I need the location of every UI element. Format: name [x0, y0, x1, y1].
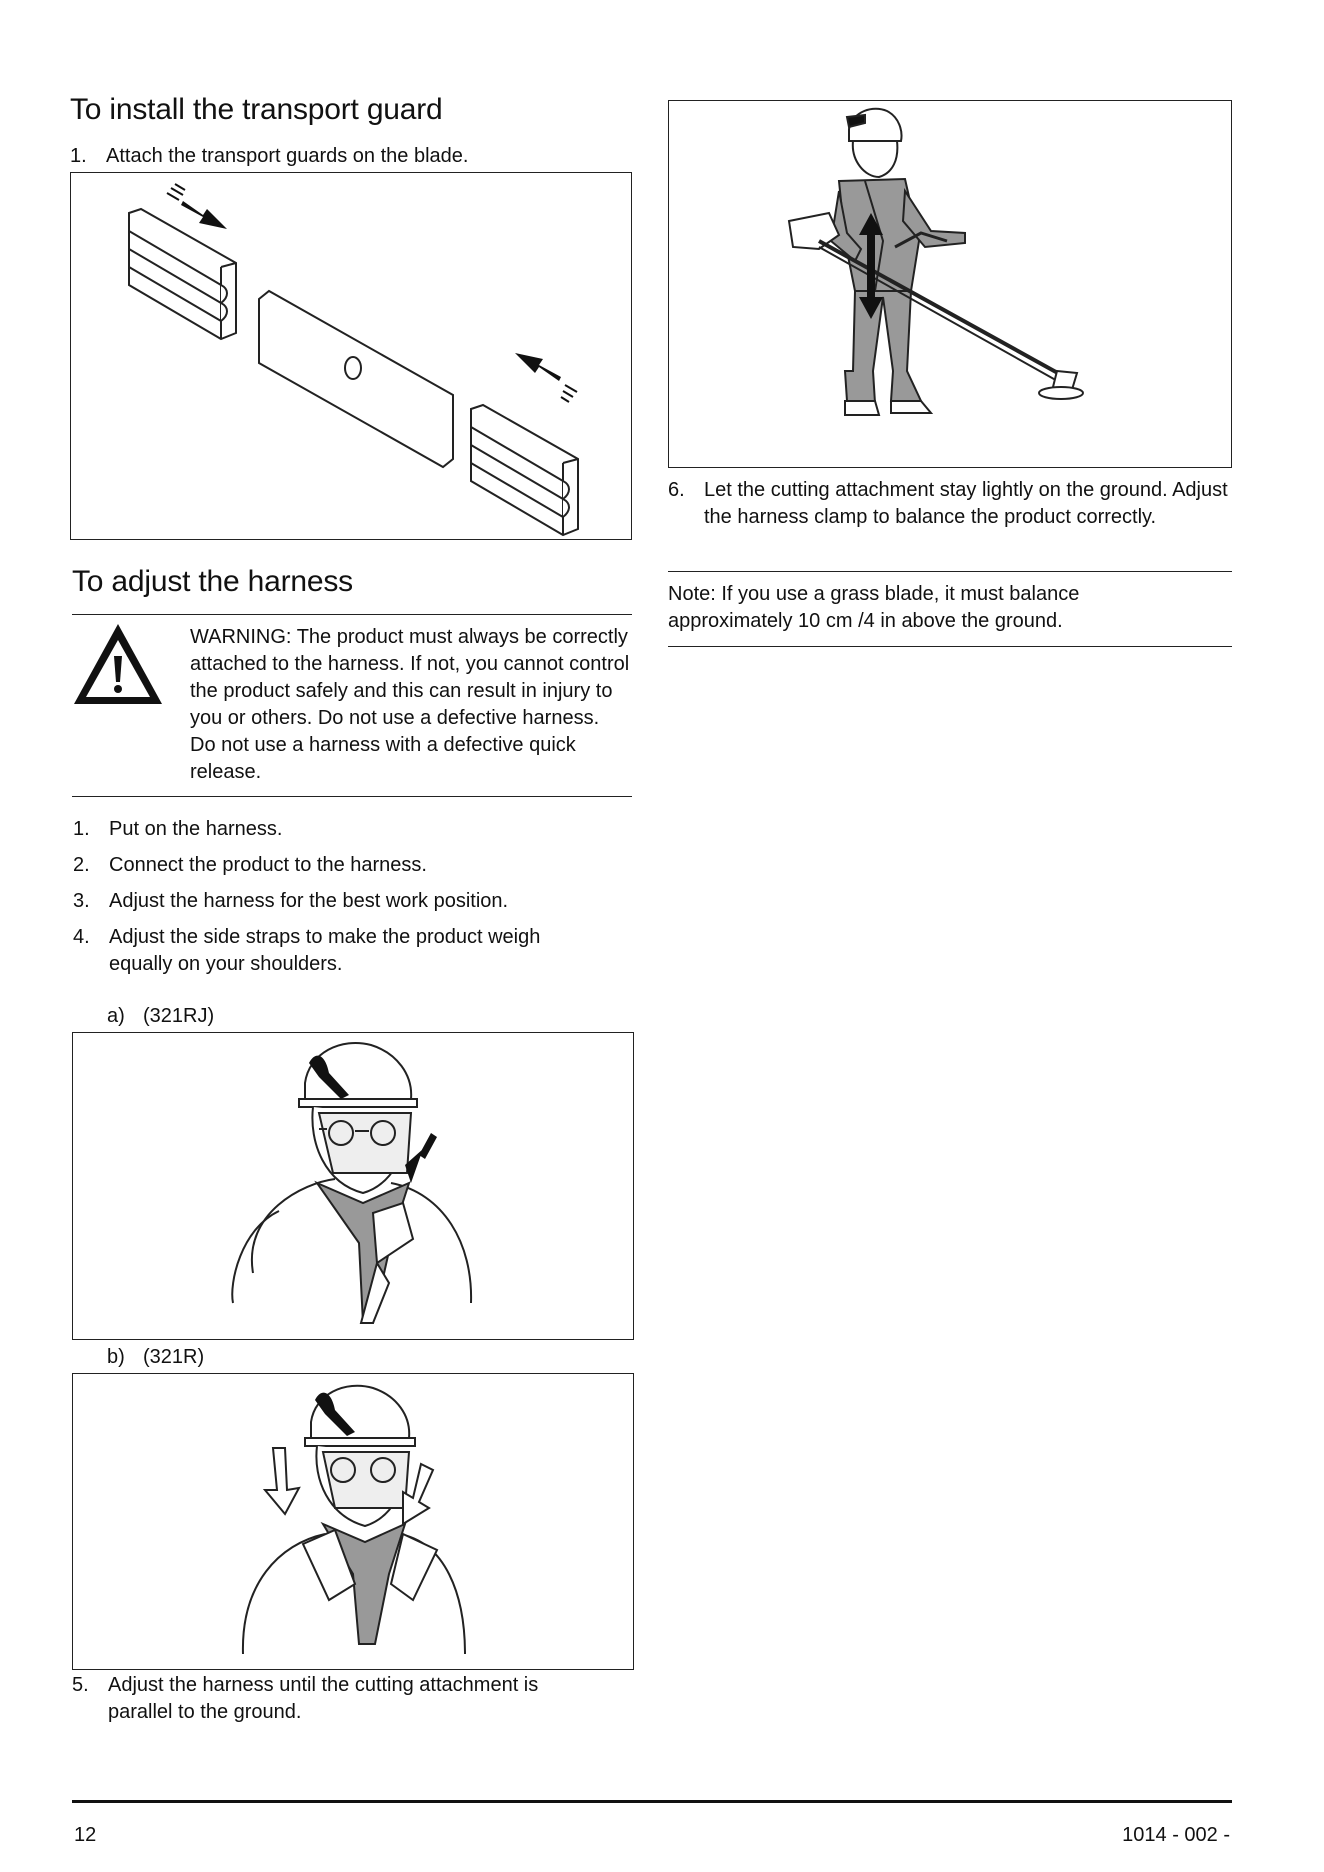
step-text: Put on the harness. — [109, 818, 283, 840]
transport-step-1 — [70, 143, 630, 170]
figure-harness-321r — [72, 1373, 634, 1670]
sub-item-a — [107, 1003, 307, 1030]
step-number: 3. — [73, 890, 90, 912]
note-text: If you use a grass blade, it must balance approximately 10 cm /4 in above the ground. — [668, 583, 1080, 632]
section-heading-harness: To adjust the harness — [72, 565, 353, 598]
warning-triangle-icon — [72, 620, 160, 708]
warning-text: The product must always be correctly attached to the harness. If not, you cannot control the product safely and this can result in injury to you or others. Do not use a defective harness. Do not use a harness with a defective quick release. — [190, 626, 630, 783]
step-number: 1. — [70, 145, 87, 167]
document-code: 1014 - 002 - — [1122, 1824, 1230, 1846]
note-bottom-rule — [668, 646, 1232, 647]
warning-label: WARNING: — [190, 626, 292, 648]
step-number: 6. — [668, 479, 685, 501]
section-heading-transport-guard: To install the transport guard — [70, 93, 443, 126]
warning-top-rule — [72, 614, 632, 615]
step-text: Adjust the side straps to make the product weigh equally on your shoulders. — [109, 926, 541, 975]
harness-321rj-illustration — [73, 1033, 633, 1339]
page-number: 12 — [74, 1824, 97, 1846]
footer-rule — [72, 1800, 1232, 1803]
transport-guard-illustration — [71, 173, 631, 539]
harness-321r-illustration — [73, 1374, 633, 1669]
figure-harness-321rj — [72, 1032, 634, 1340]
warning-bottom-rule — [72, 796, 632, 797]
figure-balance-product — [668, 100, 1232, 468]
step-number: 4. — [73, 926, 90, 948]
sub-item-b — [107, 1344, 307, 1371]
sub-item-label: b) — [107, 1346, 125, 1368]
step-number: 5. — [72, 1674, 89, 1696]
warning-block — [190, 624, 630, 786]
note-block — [668, 581, 1148, 635]
step-text: Adjust the harness for the best work position. — [109, 890, 509, 912]
step-text: Let the cutting attachment stay lightly on the ground. Adjust the harness clamp to balance the product correctly. — [704, 479, 1228, 528]
step-number: 1. — [73, 818, 90, 840]
note-top-rule — [668, 571, 1232, 572]
step-text: Adjust the harness until the cutting attachment is parallel to the ground. — [108, 1674, 539, 1723]
step-text: Connect the product to the harness. — [109, 854, 427, 876]
step-number: 2. — [73, 854, 90, 876]
sub-item-text: (321RJ) — [143, 1005, 215, 1027]
sub-item-text: (321R) — [143, 1346, 205, 1368]
operator-trimmer-illustration — [669, 101, 1231, 467]
step-text: Attach the transport guards on the blade. — [106, 145, 469, 167]
figure-transport-guard — [70, 172, 632, 540]
note-label: Note: — [668, 583, 716, 605]
sub-item-label: a) — [107, 1005, 125, 1027]
